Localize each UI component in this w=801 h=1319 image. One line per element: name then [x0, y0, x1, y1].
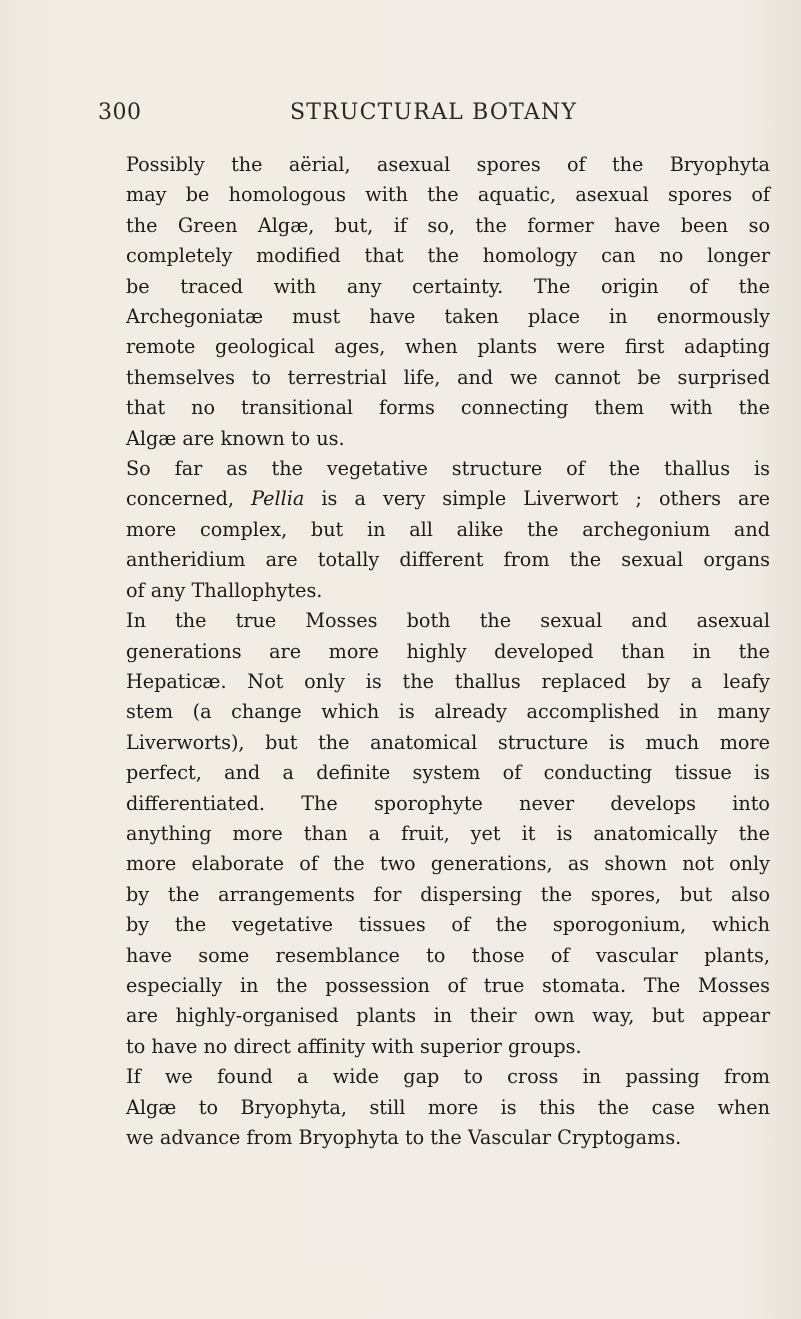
- body-text: [98, 150, 770, 1153]
- text-line: have some resemblance to those of vascular plants,: [126, 943, 770, 967]
- paragraph-4: [98, 1062, 770, 1153]
- text-fragment: is a very simple Liverwort ; others are: [304, 487, 770, 511]
- text-line: the Green Algæ, but, if so, the former have been so: [126, 213, 770, 237]
- text-line: completely modified that the homology can no longer: [126, 244, 770, 268]
- text-line: are highly-organised plants in their own way, but appear: [126, 1004, 770, 1028]
- text-line: be traced with any certainty. The origin of the: [126, 274, 770, 298]
- page-number: 300: [98, 100, 142, 125]
- text-line: to have no direct affinity with superior groups.: [126, 1034, 582, 1058]
- paragraph-2: [98, 454, 770, 606]
- text-line: So far as the vegetative structure of the thallus is: [126, 457, 770, 481]
- text-line: Liverworts), but the anatomical structure is much more: [126, 730, 770, 754]
- paragraph-1: [98, 150, 770, 454]
- text-line: Possibly the aërial, asexual spores of the Bryophyta: [126, 153, 770, 176]
- running-title: STRUCTURAL BOTANY: [290, 100, 578, 125]
- text-line: more complex, but in all alike the archegonium and: [126, 517, 770, 541]
- text-line: antheridium are totally different from the sexual organs: [126, 548, 770, 572]
- text-line: remote geological ages, when plants were first adapting: [126, 335, 770, 359]
- text-line: Hepaticæ. Not only is the thallus replaced by a leafy: [126, 669, 770, 693]
- text-line: by the vegetative tissues of the sporogonium, which: [126, 913, 770, 937]
- text-line: themselves to terrestrial life, and we cannot be surprised: [126, 365, 770, 389]
- text-line-with-italic: [98, 484, 770, 514]
- text-line: Archegoniatæ must have taken place in enormously: [126, 305, 770, 329]
- text-line: differentiated. The sporophyte never develops into: [126, 791, 770, 815]
- italic-term: Pellia: [251, 487, 305, 511]
- text-fragment: concerned,: [126, 487, 252, 511]
- text-line: generations are more highly developed than in the: [126, 639, 770, 663]
- text-line: If we found a wide gap to cross in passing from: [126, 1065, 770, 1089]
- text-line: In the true Mosses both the sexual and asexual: [126, 609, 770, 633]
- text-line: anything more than a fruit, yet it is anatomically the: [126, 821, 770, 845]
- text-line: Algæ to Bryophyta, still more is this the case when: [126, 1095, 770, 1119]
- text-line: of any Thallophytes.: [126, 578, 323, 602]
- text-line: more elaborate of the two generations, as shown not only: [126, 852, 770, 876]
- text-line: we advance from Bryophyta to the Vascular Cryptogams.: [126, 1126, 682, 1149]
- page-header: [98, 100, 770, 140]
- text-line: by the arrangements for dispersing the spores, but also: [126, 882, 770, 906]
- text-line: stem (a change which is already accomplished in many: [126, 700, 770, 724]
- text-line: especially in the possession of true stomata. The Mosses: [126, 973, 770, 997]
- text-line: Algæ are known to us.: [126, 426, 345, 450]
- text-line: that no transitional forms connecting them with the: [126, 396, 770, 420]
- text-line: may be homologous with the aquatic, asexual spores of: [126, 183, 770, 207]
- paragraph-3: [98, 606, 770, 1062]
- text-line: perfect, and a definite system of conducting tissue is: [126, 761, 770, 785]
